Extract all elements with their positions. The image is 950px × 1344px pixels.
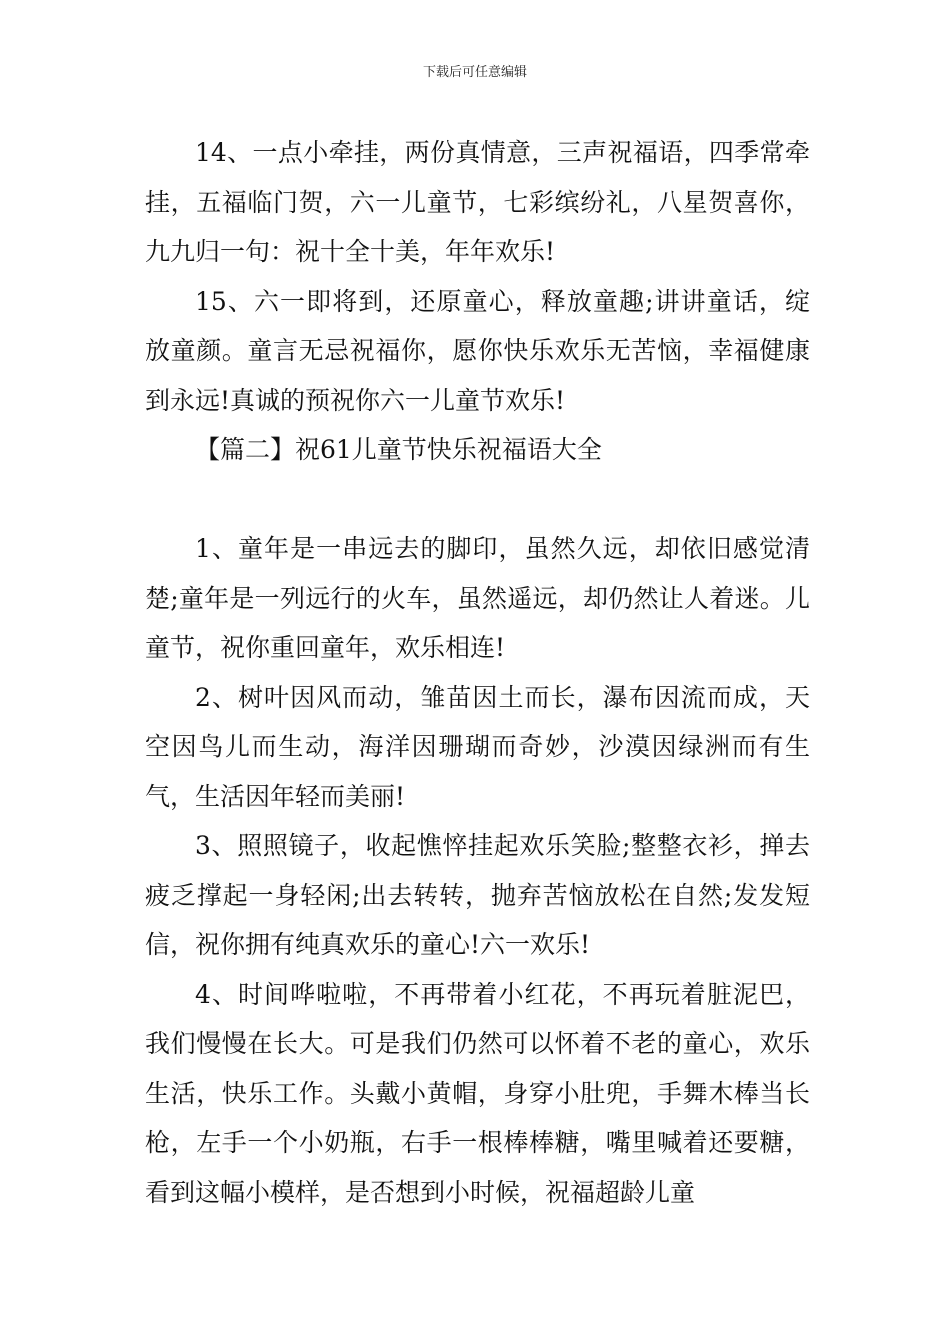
blessing-paragraph-4: 4、时间哗啦啦，不再带着小红花，不再玩着脏泥巴，我们慢慢在长大。可是我们仍然可以怀着不老的童心，欢乐生活，快乐工作。头戴小黄帽，身穿小肚兜，手舞木棒当长枪，左手一个小奶瓶，右手一根棒棒糖，嘴里喊着还要糖，看到这幅小模样，是否想到小时候，祝福超龄儿童 — [145, 979, 810, 1207]
blank-line — [145, 475, 810, 525]
document-body — [145, 128, 810, 1217]
blessing-paragraph-15: 15、六一即将到，还原童心，释放童趣;讲讲童话，绽放童颜。童言无忌祝福你，愿你快乐欢乐无苦恼，幸福健康到永远!真诚的预祝你六一儿童节欢乐! — [145, 286, 810, 415]
section-title: 【篇二】祝61儿童节快乐祝福语大全 — [195, 435, 602, 464]
blessing-paragraph-14: 14、一点小牵挂，两份真情意，三声祝福语，四季常牵挂，五福临门贺，六一儿童节，七彩缤纷礼，八星贺喜你，九九归一句：祝十全十美，年年欢乐! — [145, 138, 810, 266]
blessing-paragraph-2: 2、树叶因风而动，雏苗因土而长，瀑布因流而成，天空因鸟儿而生动，海洋因珊瑚而奇妙，沙漠因绿洲而有生气，生活因年轻而美丽! — [145, 682, 810, 811]
blessing-paragraph-3: 3、照照镜子，收起憔悴挂起欢乐笑脸;整整衣衫，掸去疲乏撑起一身轻闲;出去转转，抛弃苦恼放松在自然;发发短信，祝你拥有纯真欢乐的童心!六一欢乐! — [145, 831, 810, 959]
blessing-paragraph-1: 1、童年是一串远去的脚印，虽然久远，却依旧感觉清楚;童年是一列远行的火车，虽然遥远，却仍然让人着迷。儿童节，祝你重回童年，欢乐相连! — [145, 534, 810, 662]
page-header: 下载后可任意编辑 — [422, 65, 527, 80]
